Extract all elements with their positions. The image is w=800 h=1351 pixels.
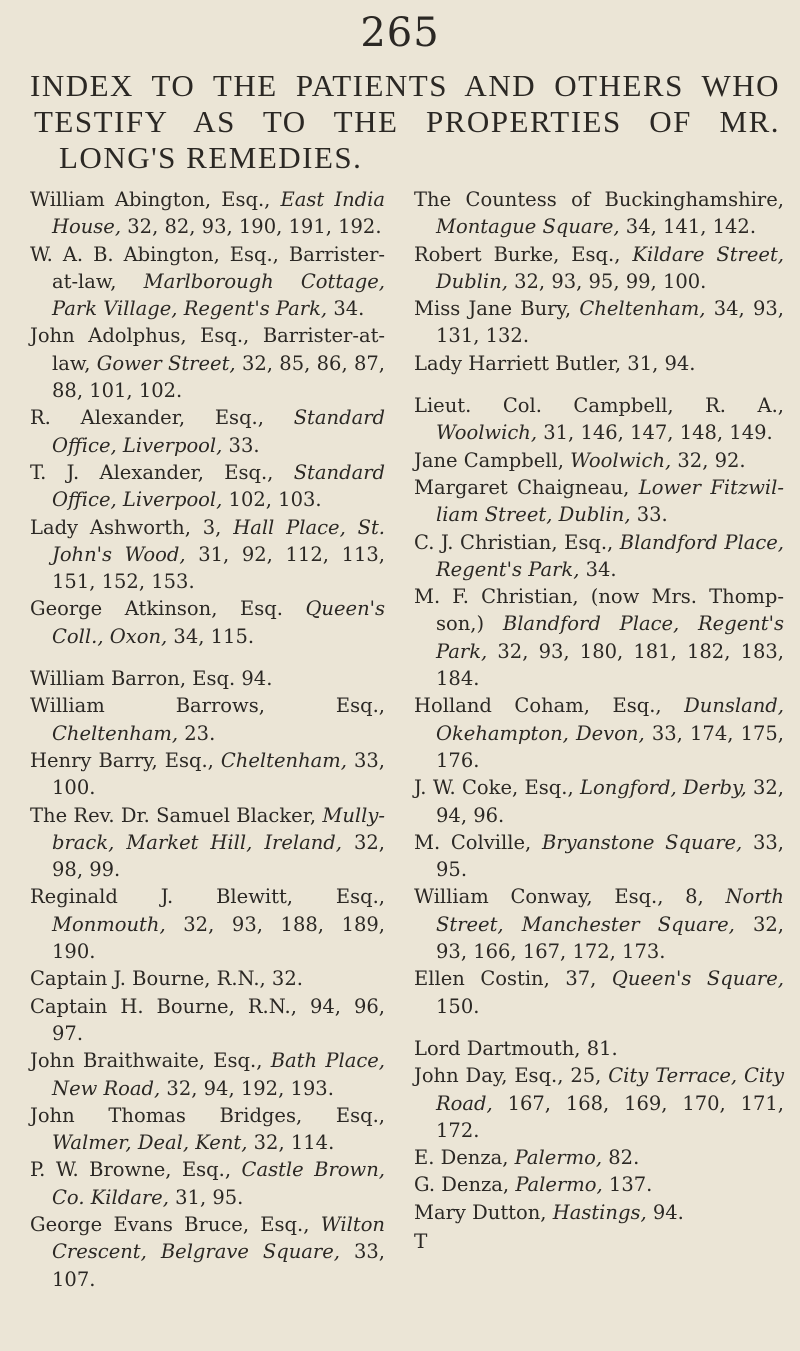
right-column [414,186,784,1255]
index-entry [30,595,385,650]
index-entry [414,965,784,1020]
entry-name: Robert Burke, Esq., [414,242,633,266]
index-entry [414,583,784,692]
entry-name: William Barron, Esq. [30,667,242,691]
entry-name: Captain J. Bourne, R.N., [30,967,272,991]
entry-place: Walmer, Deal, Kent, [52,1131,248,1155]
entry-name: G. Denza, [414,1173,516,1197]
index-entry [30,459,385,514]
entry-name: Miss Jane Bury, [414,297,580,321]
entry-name: Lord Dartmouth, [414,1036,587,1060]
entry-page-refs: 31, 146, 147, 148, 149. [537,421,773,445]
entry-place: Mully-brack, Market Hill, Ireland, [52,803,385,854]
entry-place: Woolwich, [436,421,538,445]
entry-name: George Evans Bruce, Esq., [30,1212,321,1236]
entry-page-refs: 34. [327,297,365,321]
index-entry [30,883,385,965]
entry-page-refs: 94. [646,1200,684,1224]
entry-name: John Thomas Bridges, Esq., [30,1103,385,1127]
entry-page-refs: 167, 168, 169, 170, 171, 172. [436,1091,784,1142]
entry-page-refs: 32. [271,967,303,991]
entry-place: Queen's Coll., Oxon, [52,597,385,648]
entry-page-refs: 82. [602,1146,640,1170]
entry-page-refs: 32, 93, 95, 99, 100. [507,269,707,293]
index-entry [30,747,385,802]
index-entry [414,883,784,965]
entry-place: Dunsland, Okehampton, Devon, [436,694,784,745]
entry-place: Woolwich, [570,448,672,472]
index-entry [30,1156,385,1211]
entry-name: Holland Coham, Esq., [414,694,685,718]
entry-page-refs: 32, 94, 96. [436,776,785,827]
entry-page-refs: 32, 93, 180, 181, 182, 183, 184. [436,639,784,691]
entry-name: P. W. Browne, Esq., [30,1158,242,1182]
entry-name: M. F. Christian, (now Mrs. Thomp-son,) [414,585,784,636]
index-entry [414,1199,784,1226]
entry-page-refs: 32, 82, 93, 190, 191, 192. [121,215,382,239]
entry-page-refs: 33. [222,433,260,457]
entry-place: Montague Square, [436,215,620,239]
entry-place: Palermo, [515,1173,603,1197]
index-entry [30,186,385,241]
index-entry [30,404,385,459]
entry-page-refs: 32, 94, 192, 193. [160,1076,334,1100]
entry-name: M. Colville, [414,830,542,854]
index-entry [414,1171,784,1198]
heading-line-1: INDEX TO THE PATIENTS AND OTHERS WHO [30,68,780,103]
index-entry [30,514,385,596]
entry-name: William Abington, Esq., [30,188,281,211]
index-entry [30,1047,385,1102]
index-entry [414,392,784,447]
entry-place: Standard Office, Liverpool, [52,460,385,512]
entry-page-refs: 34, 93, 131, 132. [436,297,784,348]
entry-page-refs: 34, 115. [167,624,255,648]
entry-place: Blandford Place, Regent's Park, [436,530,784,581]
entry-page-refs: 32, 93, 166, 167, 172, 173. [436,912,784,964]
entry-place: Wilton Crescent, Belgrave Square, [52,1212,385,1264]
entry-place: Castle Brown, Co. Kildare, [52,1158,385,1209]
signature-mark: T [414,1228,428,1253]
entry-name: Lieut. Col. Campbell, R. A., [414,394,784,418]
entry-page-refs: 31, 94. [627,351,696,375]
entry-place: Standard Office, Liverpool, [52,406,385,457]
entry-place: Bryanstone Square, [541,830,743,854]
entry-page-refs: 102, 103. [222,488,322,512]
entry-place: City Terrace, City Road, [436,1064,784,1115]
heading-line-3: LONG'S REMEDIES. [59,140,363,175]
entry-page-refs: 32, 98, 99. [52,830,385,882]
entry-page-refs: 23. [178,721,216,745]
entry-name: Reginald J. Blewitt, Esq., [30,885,385,909]
index-entry [414,829,784,884]
index-entry [30,802,385,884]
entry-page-refs: 31, 92, 112, 113, 151, 152, 153. [52,542,386,594]
entry-place: Kildare Street, Dublin, [436,242,784,293]
index-heading [30,68,780,176]
index-entry [30,1211,385,1293]
section-gap [30,650,385,665]
entry-name: The Rev. Dr. Samuel Blacker, [30,803,323,827]
index-entry [414,295,784,350]
heading-line-2: TESTIFY AS TO THE PROPERTIES OF MR. [34,104,780,139]
entry-page-refs: 94, 96, 97. [52,994,385,1045]
entry-place: Marlborough Cottage, Park Village, Regent's Park, [52,269,385,321]
entry-name: John Adolphus, Esq., Barrister-at-law, [30,324,385,375]
left-column [30,186,385,1293]
entry-page-refs: 31, 95. [168,1185,244,1209]
index-entry [30,322,385,404]
index-entry [30,965,385,992]
entry-page-refs: 33, 100. [52,748,385,800]
entry-place: Palermo, [514,1146,603,1170]
entry-page-refs: 34, 141, 142. [619,215,757,239]
page-number: 265 [360,10,440,56]
entry-page-refs: 150. [436,994,480,1018]
entry-place: Lower Fitzwil-liam Street, Dublin, [436,475,784,527]
entry-name: William Barrows, Esq., [30,694,385,718]
entry-name: Lady Ashworth, 3, [30,515,234,539]
entry-name: William Conway, Esq., 8, [414,885,726,909]
entry-name: Captain H. Bourne, R.N., [30,994,310,1018]
entry-name: Ellen Costin, 37, [414,967,612,991]
entry-name: John Day, Esq., 25, [414,1064,609,1088]
entry-name: Mary Dutton, [414,1200,553,1224]
entry-page-refs: 33, 107. [52,1240,385,1291]
index-entry [30,692,385,747]
entry-name: Lady Harriett Butler, [414,351,628,375]
entry-page-refs: 34. [579,557,617,581]
index-entry [414,529,784,584]
entry-name: Jane Campbell, [414,448,571,472]
entry-place: Hall Place, St. John's Wood, [52,515,385,566]
entry-name: Henry Barry, Esq., [30,748,221,772]
entry-name: John Braithwaite, Esq., [30,1049,271,1073]
entry-place: Bath Place, New Road, [52,1049,385,1100]
entry-page-refs: 33, 95. [436,830,784,882]
index-entry [414,1062,784,1144]
index-entry [414,1144,784,1171]
entry-page-refs: 81. [586,1036,618,1060]
entry-page-refs: 94. [241,667,273,691]
entry-place: Gower Street, [96,351,236,375]
index-entry [414,447,784,474]
entry-page-refs: 32, 85, 86, 87, 88, 101, 102. [52,351,386,403]
entry-place: Cheltenham, [220,748,347,772]
index-entry [30,665,385,692]
entry-name: T. J. Alexander, Esq., [30,460,294,484]
entry-name: W. A. B. Abington, Esq., Barrister-at-law, [30,242,385,293]
entry-place: Hastings, [552,1200,647,1224]
entry-page-refs: 32, 114. [247,1131,335,1155]
entry-name: George Atkinson, Esq. [30,597,306,621]
entry-name: The Countess of Buckinghamshire, [414,188,784,211]
entry-name: E. Denza, [414,1146,515,1170]
entry-page-refs: 32, 92. [671,448,746,472]
entry-place: Cheltenham, [579,297,706,321]
index-entry [30,993,385,1048]
entry-place: Cheltenham, [52,721,179,745]
index-entry [414,692,784,774]
entry-name: J. W. Coke, Esq., [414,776,581,800]
index-entry [414,186,784,241]
entry-page-refs: 137. [602,1173,653,1197]
section-gap [414,377,784,392]
entry-place: Monmouth, [52,912,166,936]
entry-place: North Street, Manchester Square, [436,885,784,936]
index-entry [414,474,784,529]
index-entry [30,241,385,323]
entry-place: East India House, [52,188,385,239]
index-entry [414,1035,784,1062]
entry-page-refs: 33, 174, 175, 176. [436,721,784,772]
entry-place: Blandford Place, Regent's Park, [436,612,784,663]
entry-page-refs: 33. [630,503,668,527]
index-entry [414,774,784,829]
section-gap [414,1020,784,1035]
entry-place: Queen's Square, [611,967,784,991]
index-entry [414,350,784,377]
index-entry [414,241,784,296]
entry-place: Longford, Derby, [580,776,747,800]
entry-name: C. J. Christian, Esq., [414,530,620,554]
index-entry [30,1102,385,1157]
entry-name: R. Alexander, Esq., [30,406,294,430]
entry-name: Margaret Chaigneau, [414,475,639,499]
entry-page-refs: 32, 93, 188, 189, 190. [52,912,385,964]
